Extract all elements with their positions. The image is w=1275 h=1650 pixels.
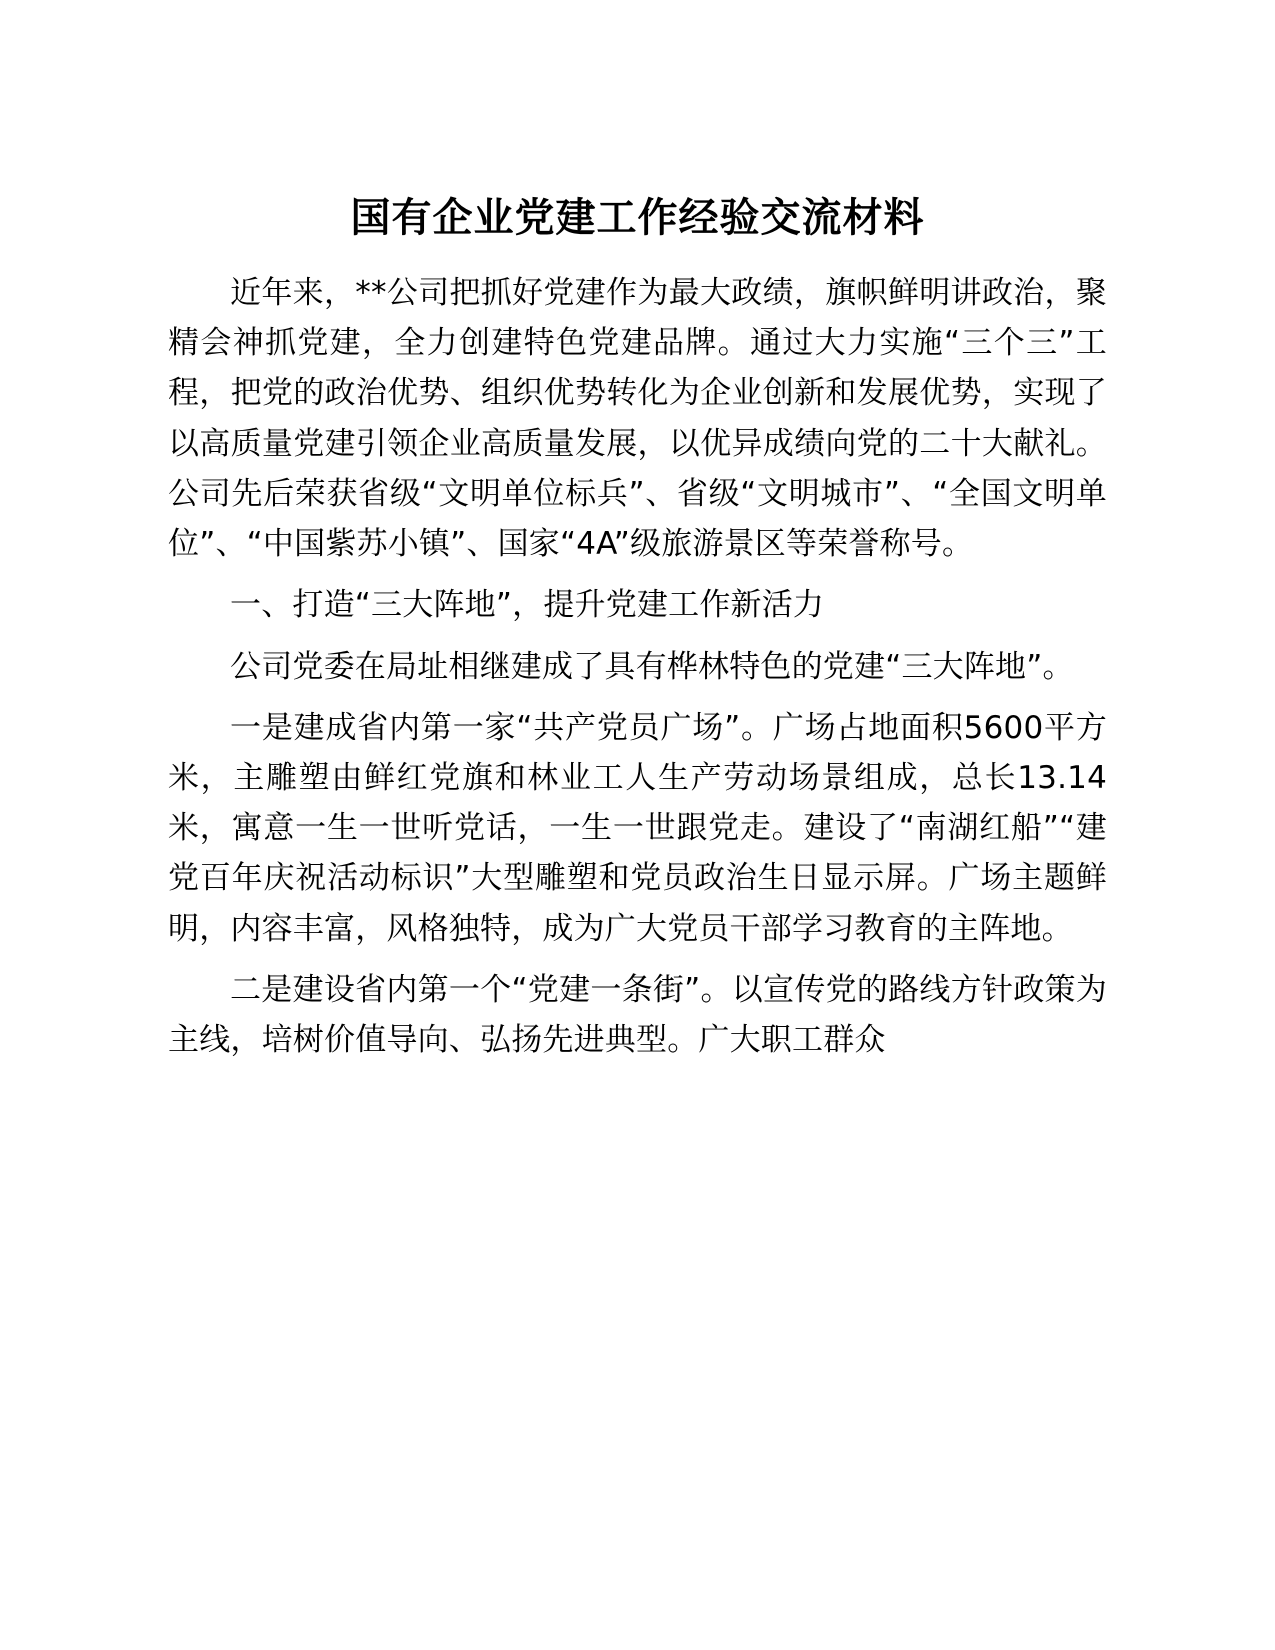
paragraph-point-two: 二是建设省内第一个“党建一条街”。以宣传党的路线方针政策为主线，培树价值导向、弘扬先进典型。广大职工群众 <box>168 971 1107 1059</box>
paragraph-section-heading-1: 一、打造“三大阵地”，提升党建工作新活力 <box>230 587 825 624</box>
paragraph-point-one: 一是建成省内第一家“共产党员广场”。广场占地面积5600平方米，主雕塑由鲜红党旗和林业工人生产劳动场景组成，总长13.14米，寓意一生一世听党话，一生一世跟党走。建设了“南湖红船”“建党百年庆祝活动标识”大型雕塑和党员政治生日显示屏。广场主题鲜明，内容丰富，风格独特，成为广大党员干部学习教育的主阵地。 <box>168 709 1107 947</box>
page-title: 国有企业党建工作经验交流材料 <box>350 195 925 241</box>
paragraph-intro: 近年来，**公司把抓好党建作为最大政绩，旗帜鲜明讲政治，聚精会神抓党建，全力创建特色党建品牌。通过大力实施“三个三”工程，把党的政治优势、组织优势转化为企业创新和发展优势，实现了以高质量党建引领企业高质量发展，以优异成绩向党的二十大献礼。公司先后荣获省级“文明单位标兵”、省级“文明城市”、“全国文明单位”、“中国紫苏小镇”、国家“4A”级旅游景区等荣誉称号。 <box>168 275 1107 563</box>
paragraph-section-1-lead: 公司党委在局址相继建成了具有桦林特色的党建“三大阵地”。 <box>230 648 1074 685</box>
